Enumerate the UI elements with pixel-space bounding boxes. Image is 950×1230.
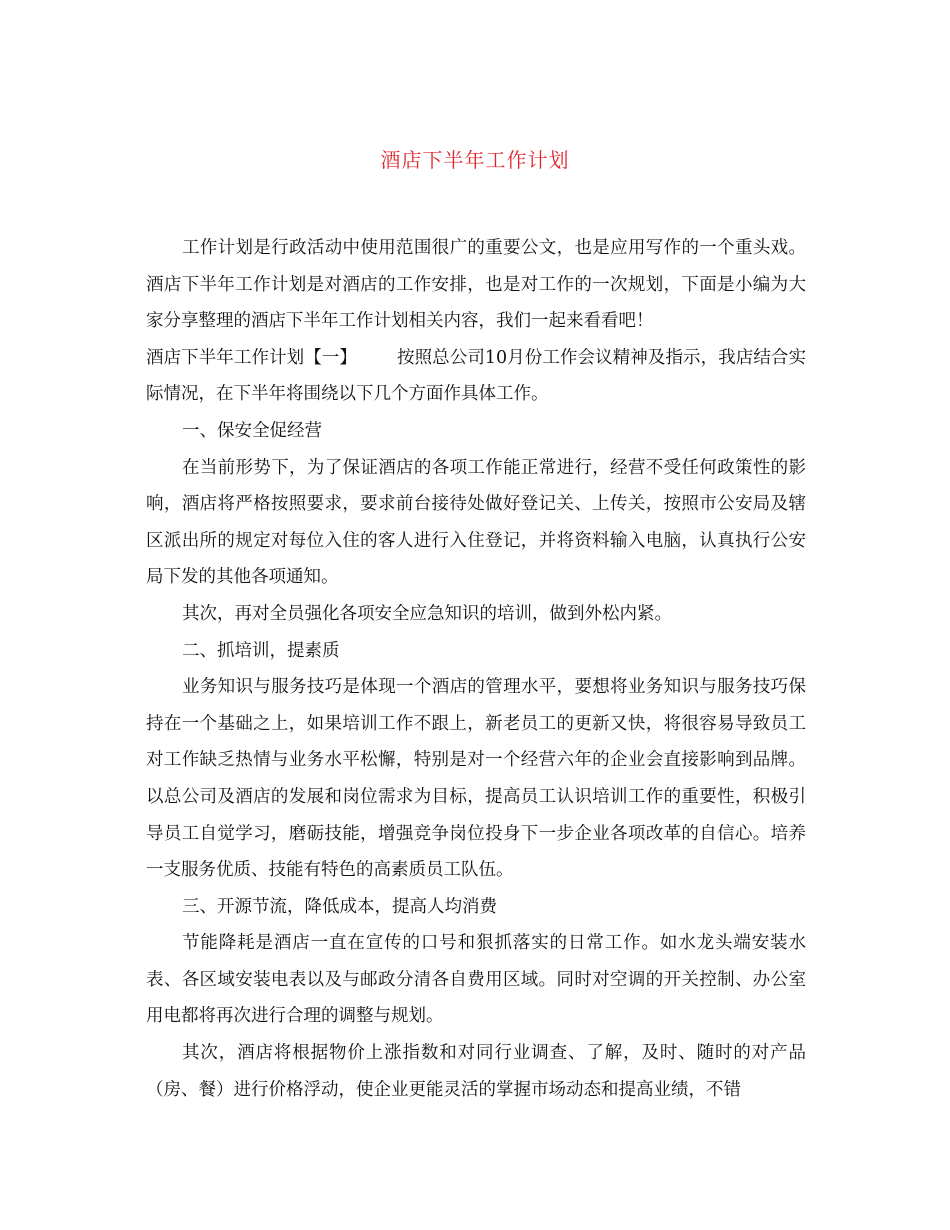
section-3-heading: 三、开源节流，降低成本，提高人均消费: [182, 896, 497, 917]
section-2-paragraph-1: 业务知识与服务技巧是体现一个酒店的管理水平，要想将业务知识与服务技巧保持在一个基础之上，如果培训工作不跟上，新老员工的更新又快，将很容易导致员工对工作缺乏热情与业务水平松懈，特别是对一个经营六年的企业会直接影响到品牌。以总公司及酒店的发展和岗位需求为目标，提高员工认识培训工作的重要性，积极引导员工自觉学习，磨砺技能，增强竞争岗位投身下一步企业各项改革的自信心。培养一支服务优质、技能有特色的高素质员工队伍。: [146, 677, 806, 881]
section-3-paragraph-2: 其次，酒店将根据物价上涨指数和对同行业调查、了解，及时、随时的对产品（房、餐）进行价格浮动，使企业更能灵活的掌握市场动态和提高业绩，不错: [146, 1043, 806, 1100]
section-3-paragraph-1: 节能降耗是酒店一直在宣传的口号和狠抓落实的日常工作。如水龙头端安装水表、各区域安装电表以及与邮政分清各自费用区域。同时对空调的开关控制、办公室用电都将再次进行合理的调整与规划。: [146, 933, 806, 1027]
plan-opening: 按照总公司10月份工作会议精神及指示，我店结合实际情况，在下半年将围绕以下几个方面作具体工作。: [146, 347, 806, 405]
intro-paragraph: 工作计划是行政活动中使用范围很广的重要公文，也是应用写作的一个重头戏。酒店下半年工作计划是对酒店的工作安排，也是对工作的一次规划，下面是小编为大家分享整理的酒店下半年工作计划相关内容，我们一起来看看吧！: [146, 238, 806, 332]
section-1-paragraph-1: 在当前形势下，为了保证酒店的各项工作能正常进行，经营不受任何政策性的影响，酒店将严格按照要求，要求前台接待处做好登记关、上传关，按照市公安局及辖区派出所的规定对每位入住的客人进行入住登记，并将资料输入电脑，认真执行公安局下发的其他各项通知。: [146, 457, 806, 588]
section-1-paragraph-2: 其次，再对全员强化各项安全应急知识的培训，做到外松内紧。: [182, 603, 672, 624]
plan-paragraph: [146, 340, 806, 413]
section-1-heading: 一、保安全促经营: [182, 420, 322, 441]
plan-label: 酒店下半年工作计划【一】: [146, 347, 357, 368]
section-2-heading: 二、抓培训，提素质: [182, 640, 340, 661]
document-title: 酒店下半年工作计划: [380, 148, 570, 172]
document-body: [146, 230, 806, 1108]
